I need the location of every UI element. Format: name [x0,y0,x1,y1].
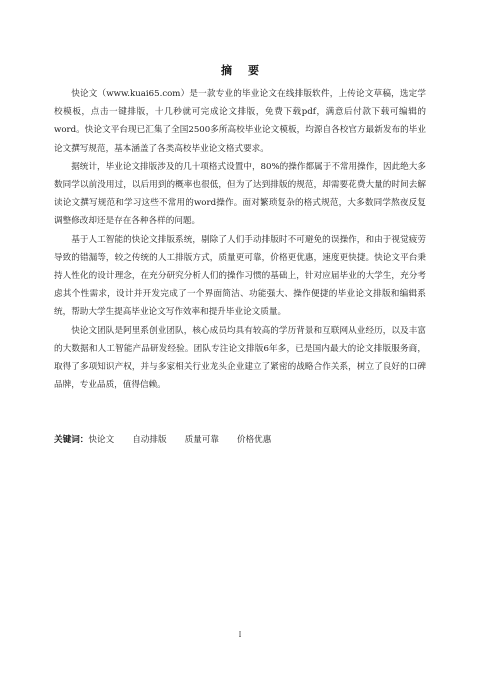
keywords-label: 关键词： [54,435,89,445]
page-number: I [238,631,242,639]
abstract-paragraph-3: 基于人工智能的快论文排版系统，剔除了人们手动排版时不可避免的误操作，和由于视觉疲劳导致的错漏等，较之传统的人工排版方式，质量更可靠，价格更优惠，速度更快捷。快论文平台秉持人性化的设计理念，在充分研究分析人们的操作习惯的基础上，针对应届毕业的大学生，充分考虑其个性需求，设计并开发完成了一个界面简洁、功能强大、操作便捷的毕业论文排版和编辑系统，帮助大学生提高毕业论文写作效率和提升毕业论文质量。 [54,234,426,318]
keyword-item: 价格优惠 [236,435,272,445]
keyword-item: 快论文 [88,435,115,445]
keyword-item: 自动排版 [132,435,167,445]
abstract-title: 摘要 [221,64,275,77]
keywords-line [54,431,426,449]
abstract-paragraph-4: 快论文团队是阿里系创业团队，核心成员均具有较高的学历背景和互联网从业经历，以及丰富的大数据和人工智能产品研发经验。团队专注论文排版6年多，已是国内最大的论文排版服务商，取得了多项知识产权，并与多家相关行业龙头企业建立了紧密的战略合作关系，树立了良好的口碑品牌，专业品质，值得信赖。 [54,325,426,391]
keyword-item: 质量可靠 [184,435,219,445]
abstract-paragraph-2: 据统计，毕业论文排版涉及的几十项格式设置中，80%的操作都属于不常用操作，因此绝大多数同学以前没用过，以后用到的概率也很低，但为了达到排版的规范，却需要花费大量的时间去解读论文撰写规范和学习这些不常用的word操作。面对繁琐复杂的格式规范，大多数同学熬夜反复调整修改却还是存在各种各样的问题。 [54,161,426,227]
abstract-body [54,85,426,394]
abstract-paragraph-1: 快论文（www.kuai65.com）是一款专业的毕业论文在线排版软件，上传论文草稿，选定学校模板，点击一键排版，十几秒就可完成论文排版，免费下载pdf，满意后付款下载可编辑的word。快论文平台现已汇集了全国2500多所高校毕业论文模板，均源自各校官方最新发布的毕业论文撰写规范，基本涵盖了各类高校毕业论文格式要求。 [54,89,426,154]
